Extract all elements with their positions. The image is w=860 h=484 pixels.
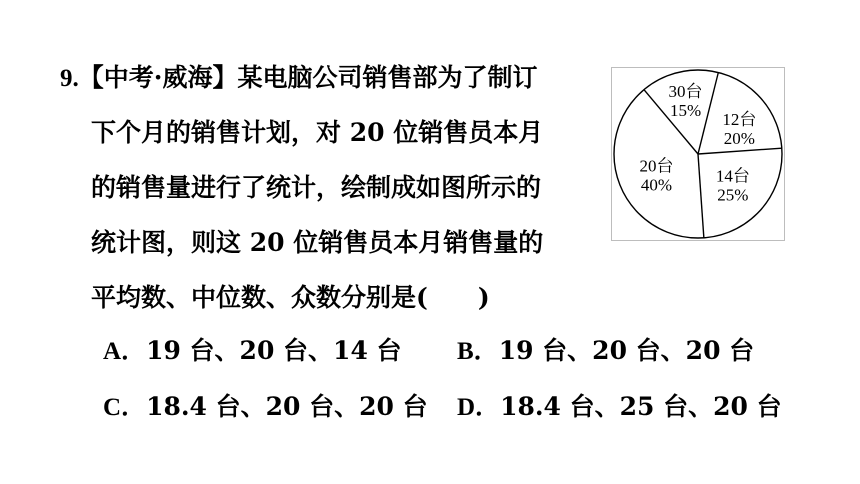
slice-label-3: 20台 [639,156,674,176]
option-c[interactable] [103,392,428,423]
question-line-4: 统计图，则这 20 位销售员本月销售量的 [91,228,544,257]
question-source: 【中考·威海】 [78,63,238,92]
slice-label-2: 14台 [715,166,750,186]
pie-chart [611,67,785,241]
option-c-text: 18.4 台、20 台、20 台 [146,392,428,421]
question-line-2: 下个月的销售计划，对 20 位销售员本月 [91,118,544,147]
option-c-letter: C． [103,394,147,421]
question-line-5: 平均数、中位数、众数分别是( ) [91,283,490,312]
option-d-text: 18.4 台、25 台、20 台 [500,392,782,421]
question-line-1 [60,63,537,94]
slice-label-1: 12台 [722,110,757,130]
slice-percent-0: 15% [669,100,702,120]
option-b-letter: B． [457,338,499,365]
question-text-1: 某电脑公司销售部为了制订 [237,63,538,92]
option-a[interactable] [103,336,402,367]
question-line-3: 的销售量进行了统计，绘制成如图所示的 [91,173,542,202]
option-a-letter: A． [103,338,147,365]
option-a-text: 19 台、20 台、14 台 [146,336,402,365]
option-b[interactable] [457,336,754,367]
slice-percent-3: 40% [640,175,673,195]
option-b-text: 19 台、20 台、20 台 [498,336,755,365]
slice-percent-1: 20% [723,129,755,149]
option-d-letter: D． [457,394,501,421]
question-number: 9. [60,65,79,92]
slice-label-0: 30台 [668,81,703,101]
pie-chart-svg [612,68,784,240]
slice-percent-2: 25% [717,185,749,205]
option-d[interactable] [457,392,782,423]
